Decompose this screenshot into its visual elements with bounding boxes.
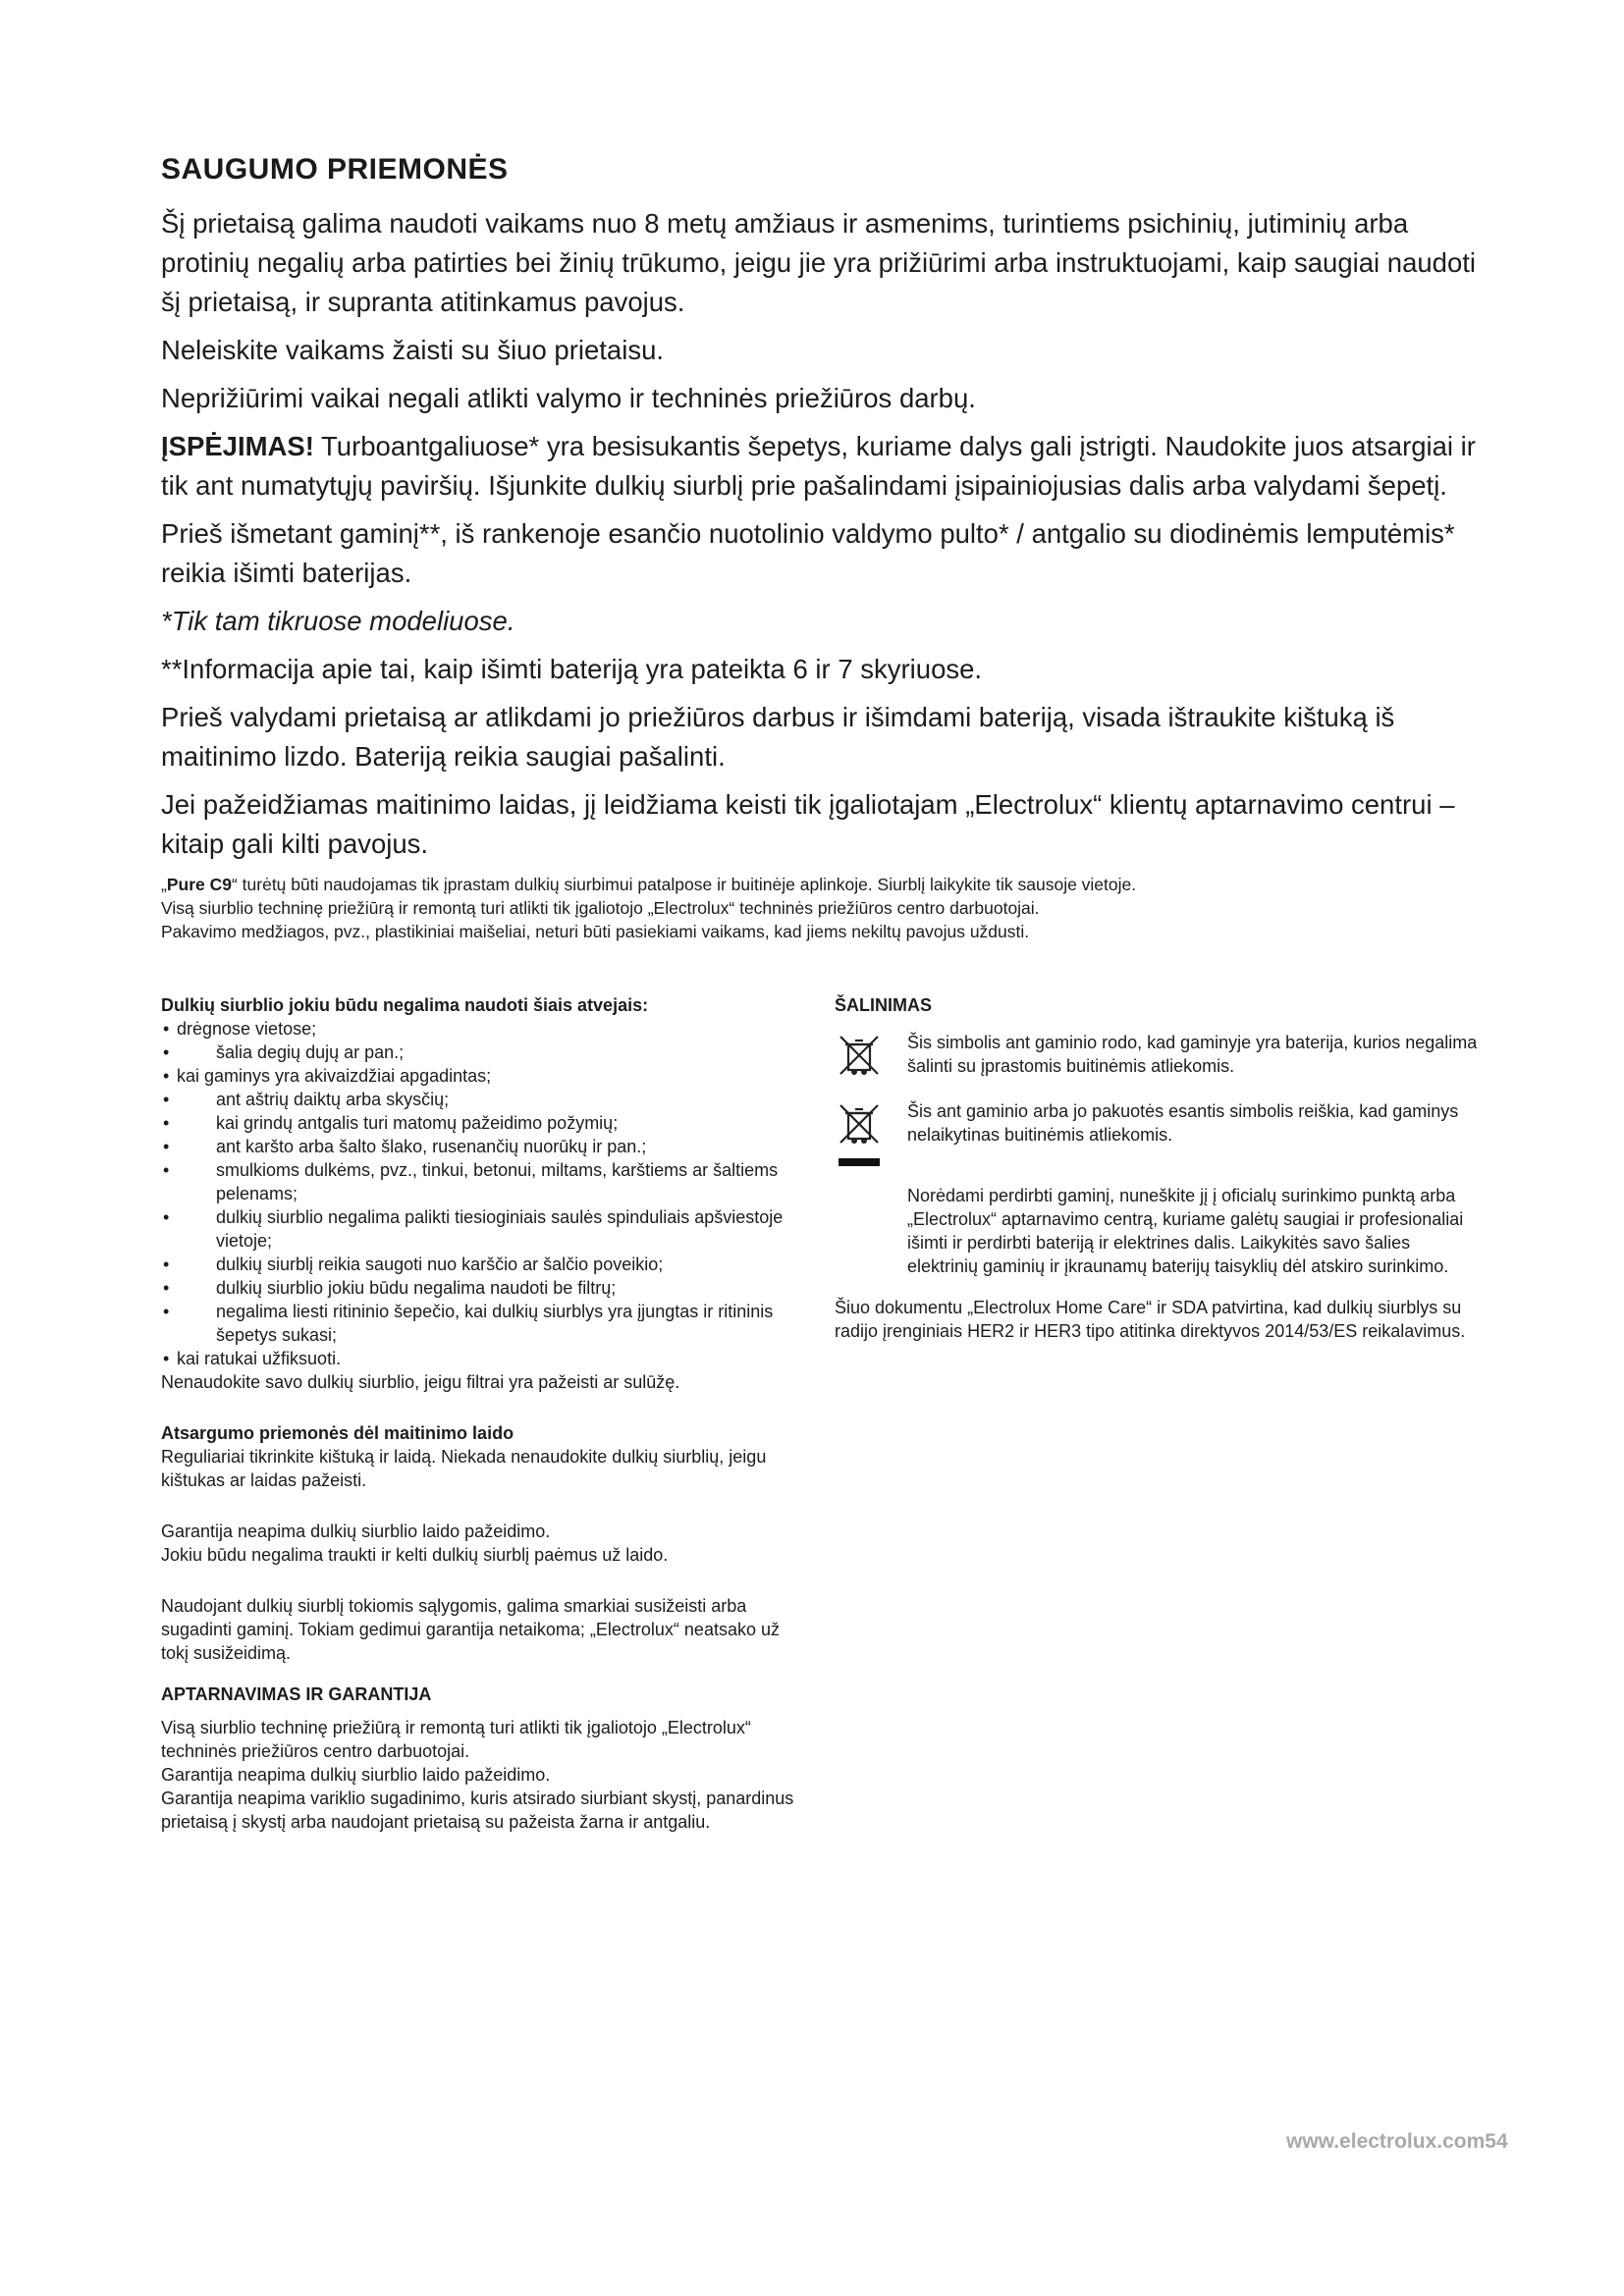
model-name: Pure C9 bbox=[166, 875, 232, 894]
note-1-rest: “ turėtų būti naudojamas tik įprastam dulkių siurbimui patalpose ir buitinėje aplinkoje. Siurblį laikykite tik sausoje vietoje. bbox=[231, 875, 1137, 894]
weee-product-text: Šis ant gaminio arba jo pakuotės esantis simbolis reiškia, kad gaminys nelaikytinas buitinėmis atliekomis. bbox=[907, 1101, 1459, 1145]
service-paragraph-3: Garantija neapima variklio sugadinimo, kuris atsirado siurbiant skystį, panardinus prietaisą į skystį arba naudojant prietaisą su pažeista žarna ir antgaliu. bbox=[161, 1789, 794, 1832]
warning-paragraph bbox=[161, 427, 1477, 506]
list-item: • dulkių siurblio negalima palikti tiesioginiais saulės spinduliais apšviestoje vietoje; bbox=[161, 1205, 809, 1253]
list-item: • kai ratukai užfiksuoti. bbox=[161, 1347, 809, 1370]
intro-paragraph-2: Neleiskite vaikams žaisti su šiuo prietaisu. bbox=[161, 335, 664, 365]
left-column bbox=[161, 993, 809, 1834]
list-item: • drėgnose vietose; bbox=[161, 1017, 809, 1041]
cord-paragraph-3: Naudojant dulkių siurblį tokiomis sąlygomis, galima smarkiai susižeisti arba sugadinti gaminį. Tokiam gedimui garantija netaikoma; „Electrolux“ neatsako už tokį susižeidimą. bbox=[161, 1596, 780, 1663]
cord-heading: Atsargumo priemonės dėl maitinimo laido bbox=[161, 1423, 514, 1443]
cord-paragraph-2b: Jokiu būdu negalima traukti ir kelti dulkių siurblį paėmus už laido. bbox=[161, 1545, 669, 1565]
cord-paragraph-1: Reguliariai tikrinkite kištuką ir laidą. Niekada nenaudokite dulkių siurblių, jeigu kištukas ar laidas pažeisti. bbox=[161, 1447, 767, 1490]
list-item: • dulkių siurblį reikia saugoti nuo karščio ar šalčio poveikio; bbox=[161, 1253, 809, 1276]
crossed-bin-icon bbox=[835, 1031, 884, 1086]
note-3: Pakavimo medžiagos, pvz., plastikiniai maišeliai, neturi būti pasiekiami vaikams, kad jiems nekiltų pavojus uždusti. bbox=[161, 922, 1030, 941]
prohibited-list bbox=[161, 1017, 809, 1370]
weee-battery-row bbox=[835, 1031, 1483, 1086]
intro-paragraph-8: Prieš valydami prietaisą ar atlikdami jo priežiūros darbus ir išimdami bateriją, visada ištraukite kištuką iš maitinimo lizdo. Bateriją reikia saugiai pašalinti. bbox=[161, 702, 1395, 772]
intro-paragraph-1: Šį prietaisą galima naudoti vaikams nuo 8 metų amžiaus ir asmenims, turintiems psichinių, jutiminių arba protinių negalių arba patirties bei žinių trūkumo, jeigu jie yra prižiūrimi arba instruktuojami, kaip saugiai naudoti šį prietaisą, ir supranta atitinkamus pavojus. bbox=[161, 208, 1477, 317]
conformity-paragraph: Šiuo dokumentu „Electrolux Home Care“ ir SDA patvirtina, kad dulkių siurblys su radijo įrenginiais HER2 ir HER3 tipo atitinka direktyvos 2014/53/ES reikalavimus. bbox=[835, 1298, 1466, 1341]
list-item: • šalia degių dujų ar pan.; bbox=[161, 1041, 809, 1064]
note-1 bbox=[161, 873, 1477, 896]
note-1-open: „ bbox=[161, 875, 167, 894]
weee-product-row bbox=[835, 1099, 1483, 1174]
small-notes bbox=[161, 873, 1477, 943]
list-item: • ant karšto arba šalto šlako, rusenančių nuorūkų ir pan.; bbox=[161, 1135, 809, 1158]
right-column bbox=[835, 993, 1483, 1343]
service-heading: APTARNAVIMAS IR GARANTIJA bbox=[161, 1684, 432, 1704]
intro-paragraph-5: Prieš išmetant gaminį**, iš rankenoje esančio nuotolinio valdymo pulto* / antgalio su diodinėmis lemputėmis* reikia išimti baterijas. bbox=[161, 518, 1455, 588]
crossed-bin-icon bbox=[835, 1099, 884, 1174]
list-item: • dulkių siurblio jokiu būdu negalima naudoti be filtrų; bbox=[161, 1276, 809, 1300]
footer-url-page-number: www.electrolux.com54 bbox=[1286, 2130, 1508, 2153]
page-title: SAUGUMO PRIEMONĖS bbox=[161, 153, 509, 186]
recycle-paragraph: Norėdami perdirbti gaminį, nuneškite jį į oficialų surinkimo punktą arba „Electrolux“ aptarnavimo centrą, kuriame galėtų saugiai ir profesionaliai išimti ir perdirbti bateriją ir elektrines dalis. Laikykitės savo šalies elektrinių gaminių ir įkraunamų baterijų taisyklių dėl atskiro surinkimo. bbox=[907, 1186, 1464, 1276]
list-item: • kai gaminys yra akivaizdžiai apgadintas; bbox=[161, 1064, 809, 1088]
list-item: • kai grindų antgalis turi matomų pažeidimo požymių; bbox=[161, 1111, 809, 1135]
warning-label: ĮSPĖJIMAS! bbox=[161, 431, 314, 461]
cord-paragraph-2a: Garantija neapima dulkių siurblio laido pažeidimo. bbox=[161, 1522, 551, 1541]
prohibited-heading: Dulkių siurblio jokiu būdu negalima naudoti šiais atvejais: bbox=[161, 995, 649, 1015]
weee-battery-text: Šis simbolis ant gaminio rodo, kad gaminyje yra baterija, kurios negalima šalinti su įprastomis buitinėmis atliekomis. bbox=[907, 1033, 1478, 1076]
warning-text: Turboantgaliuose* yra besisukantis šepetys, kuriame dalys gali įstrigti. Naudokite juos atsargiai ir tik ant numatytųjų paviršių. Išjunkite dulkių siurblį prie pašalindami įsipainiojusias dalis arba valydami šepetį. bbox=[161, 431, 1476, 501]
filters-note: Nenaudokite savo dulkių siurblio, jeigu filtrai yra pažeisti ar sulūžę. bbox=[161, 1372, 680, 1392]
service-paragraph-1: Visą siurblio techninę priežiūrą ir remontą turi atlikti tik įgaliotojo „Electrolux“ techninės priežiūros centro darbuotojai. bbox=[161, 1718, 751, 1761]
service-paragraph-2: Garantija neapima dulkių siurblio laido pažeidimo. bbox=[161, 1765, 551, 1785]
list-item: • ant aštrių daiktų arba skysčių; bbox=[161, 1088, 809, 1111]
intro-paragraph-9: Jei pažeidžiamas maitinimo laidas, jį leidžiama keisti tik įgaliotajam „Electrolux“ klientų aptarnavimo centrui – kitaip gali kilti pavojus. bbox=[161, 789, 1455, 859]
list-item: • smulkioms dulkėms, pvz., tinkui, betonui, miltams, karštiems ar šaltiems pelenams; bbox=[161, 1158, 809, 1205]
footnote-models: *Tik tam tikruose modeliuose. bbox=[161, 606, 515, 636]
footnote-battery: **Informacija apie tai, kaip išimti bateriją yra pateikta 6 ir 7 skyriuose. bbox=[161, 654, 983, 684]
note-2: Visą siurblio techninę priežiūrą ir remontą turi atlikti tik įgaliotojo „Electrolux“ techninės priežiūros centro darbuotojai. bbox=[161, 898, 1040, 918]
disposal-heading: ŠALINIMAS bbox=[835, 995, 932, 1015]
list-item: • negalima liesti ritininio šepečio, kai dulkių siurblys yra įjungtas ir ritininis šepetys sukasi; bbox=[161, 1300, 809, 1347]
intro-paragraph-3: Neprižiūrimi vaikai negali atlikti valymo ir techninės priežiūros darbų. bbox=[161, 383, 976, 413]
intro-section bbox=[161, 204, 1477, 943]
